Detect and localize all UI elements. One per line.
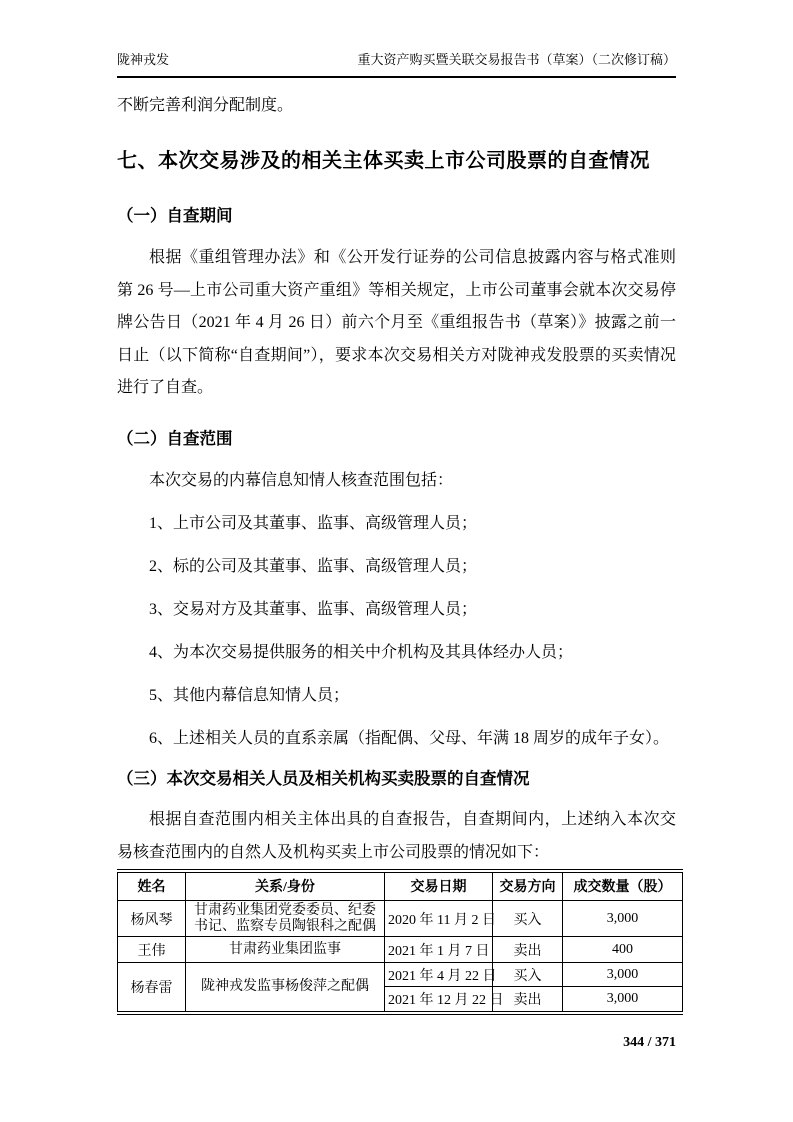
cell-direction: 卖出: [493, 987, 563, 1013]
subsection-1-heading: （一）自查期间: [117, 207, 233, 225]
col-header-direction: 交易方向: [493, 871, 563, 901]
scope-item-4: 4、为本次交易提供服务的相关中介机构及其具体经办人员；: [149, 643, 574, 661]
cell-relation: 甘肃药业集团监事: [186, 937, 385, 963]
header-short-title: 陇神戎发: [117, 52, 170, 67]
cell-relation: 陇神戎发监事杨俊萍之配偶: [186, 963, 385, 1013]
cell-date: 2021 年 12 月 22 日: [385, 987, 493, 1013]
table-row: [118, 963, 683, 987]
cell-volume: 3,000: [563, 901, 683, 937]
cell-date: 2021 年 1 月 7 日: [385, 937, 493, 963]
cell-direction: 买入: [493, 901, 563, 937]
scope-item-6: 6、上述相关人员的直系亲属（指配偶、父母、年满 18 周岁的成年子女）。: [149, 729, 670, 747]
cell-date: 2021 年 4 月 22 日: [385, 963, 493, 987]
table-header-row: [118, 871, 683, 901]
col-header-date: 交易日期: [385, 871, 493, 901]
header-report-title: 重大资产购买暨关联交易报告书（草案）（二次修订稿）: [357, 52, 676, 67]
scope-item-3: 3、交易对方及其董事、监事、高级管理人员；: [149, 600, 478, 618]
cell-volume: 400: [563, 937, 683, 963]
self-check-result-paragraph: 根据自查范围内相关主体出具的自查报告，自查期间内，上述纳入本次交易核查范围内的自然人及机构买卖上市公司股票的情况如下：: [117, 810, 676, 861]
section-7-heading: 七、本次交易涉及的相关主体买卖上市公司股票的自查情况: [117, 150, 650, 172]
table-row: [118, 937, 683, 963]
running-header: [117, 52, 676, 78]
stock-trade-table: [117, 869, 683, 1015]
cell-date: 2020 年 11 月 2 日: [385, 901, 493, 937]
scope-item-2: 2、标的公司及其董事、监事、高级管理人员；: [149, 557, 478, 575]
self-check-period-paragraph: 根据《重组管理办法》和《公开发行证券的公司信息披露内容与格式准则第 26 号—上市公司重大资产重组》等相关规定，上市公司董事会就本次交易停牌公告日（2021 年 4 月 26 日）前六个月至《重组报告书（草案）》披露之前一日止（以下简称“自查期间”），要求本次交易相关方对陇神戎发股票的买卖情况进行了自查。: [117, 249, 676, 396]
table-row: [118, 901, 683, 937]
scope-item-1: 1、上市公司及其董事、监事、高级管理人员；: [149, 514, 478, 532]
cell-volume: 3,000: [563, 963, 683, 987]
col-header-name: 姓名: [118, 871, 186, 901]
subsection-3-heading: （三）本次交易相关人员及相关机构买卖股票的自查情况: [117, 769, 530, 788]
scope-item-5: 5、其他内幕信息知情人员；: [149, 686, 350, 704]
col-header-relation: 关系/身份: [186, 871, 385, 901]
cell-volume: 3,000: [563, 987, 683, 1013]
cell-direction: 买入: [493, 963, 563, 987]
col-header-volume: 成交数量（股）: [563, 871, 683, 901]
cell-relation: 甘肃药业集团党委委员、纪委书记、监察专员陶银科之配偶: [186, 901, 385, 937]
cell-name: 杨春雷: [118, 963, 186, 1013]
page-footer: [117, 1035, 676, 1051]
page-number: 344 / 371: [623, 1034, 676, 1050]
cell-name: 杨风琴: [118, 901, 186, 937]
cell-name: 王伟: [118, 937, 186, 963]
subsection-2-heading: （二）自查范围: [117, 429, 233, 448]
carryover-paragraph: 不断完善利润分配制度。: [117, 97, 294, 114]
cell-direction: 卖出: [493, 937, 563, 963]
scope-lead-paragraph: 本次交易的内幕信息知情人核查范围包括：: [149, 471, 454, 489]
